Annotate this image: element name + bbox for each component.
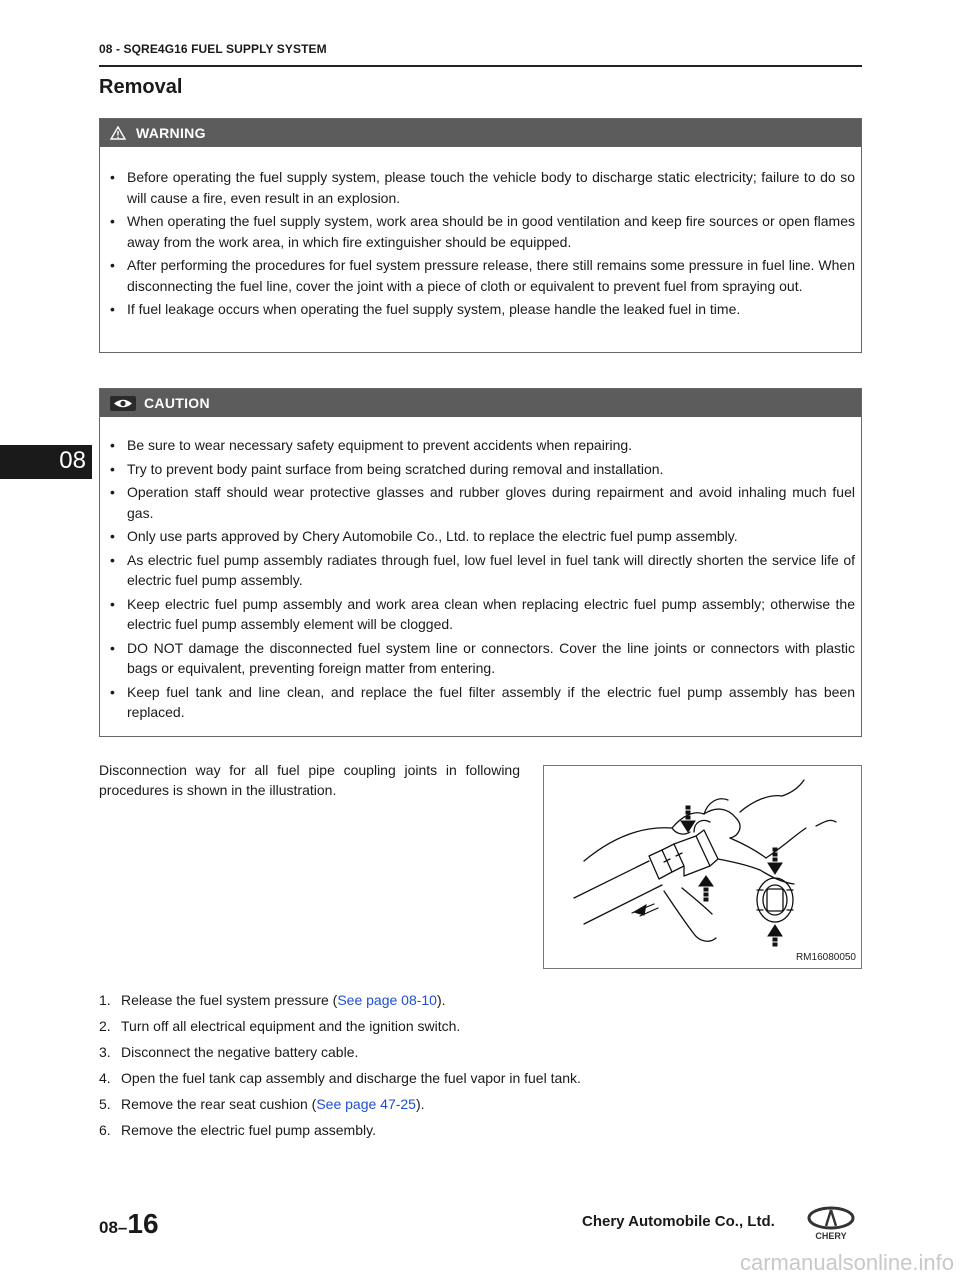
- warn-list-item: • When operating the fuel supply system, work area should be in good ventilation and keep fire sources or open flames away from the work area, in which fire extinguisher should be equipped.: [127, 211, 855, 252]
- warn-list-item: • After performing the procedures for fuel system pressure release, there still remains some pressure in fuel line. When disconnecting the fuel line, cover the joint with a piece of cloth or equivalent to prevent fuel from spraying out.: [127, 255, 855, 296]
- watermark: carmanualsonline.info: [739, 1250, 954, 1275]
- page-reference-link[interactable]: See page 47-25: [316, 1096, 416, 1112]
- caut-list-item: • Try to prevent body paint surface from being scratched during removal and installation.: [127, 459, 855, 480]
- page-reference-link[interactable]: See page 08-10: [337, 992, 437, 1008]
- page-title: Removal: [99, 76, 183, 98]
- step-number: 3.: [99, 1044, 111, 1060]
- section-header: 08 - SQRE4G16 FUEL SUPPLY SYSTEM: [99, 42, 327, 56]
- caution-label: CAUTION: [144, 395, 210, 411]
- caution-header: [100, 389, 861, 417]
- step-text: Release the fuel system pressure (: [121, 992, 338, 1008]
- warning-box: [99, 118, 862, 353]
- warning-list: [100, 147, 861, 320]
- step-number: 6.: [99, 1122, 111, 1138]
- step-number: 4.: [99, 1070, 111, 1086]
- chapter-tab-label: 08: [59, 447, 86, 474]
- coupling-drawing: [544, 766, 861, 968]
- step-text: Turn off all electrical equipment and the ignition switch.: [121, 1018, 461, 1034]
- page-prefix: 08–: [99, 1218, 128, 1237]
- step-text: Remove the electric fuel pump assembly.: [121, 1122, 376, 1138]
- warning-label: WARNING: [136, 125, 206, 141]
- page-number: [99, 1208, 159, 1240]
- coupling-illustration: [543, 765, 862, 969]
- header-rule: [99, 65, 862, 67]
- caut-list-item: • As electric fuel pump assembly radiates through fuel, low fuel level in fuel tank will directly shorten the service life of electric fuel pump assembly.: [127, 550, 855, 591]
- page-number-value: 16: [127, 1208, 159, 1239]
- step-number: 1.: [99, 992, 111, 1008]
- warn-list-item: • If fuel leakage occurs when operating the fuel supply system, please handle the leaked fuel in time.: [127, 299, 855, 320]
- procedure-step: [99, 990, 859, 1010]
- caut-list-item: • DO NOT damage the disconnected fuel system line or connectors. Cover the line joints or connectors with plastic bags or equivalent, preventing foreign matter from entering.: [127, 638, 855, 679]
- intro-paragraph: Disconnection way for all fuel pipe coupling joints in following procedures is shown in the illustration.: [99, 762, 520, 798]
- step-text-end: ).: [415, 1096, 425, 1112]
- procedure-step: [99, 1120, 859, 1140]
- caut-list-item: • Be sure to wear necessary safety equipment to prevent accidents when repairing.: [127, 435, 855, 456]
- procedure-step: [99, 1068, 859, 1088]
- step-text: Open the fuel tank cap assembly and discharge the fuel vapor in fuel tank.: [121, 1070, 581, 1086]
- caut-list-item: • Only use parts approved by Chery Automobile Co., Ltd. to replace the electric fuel pump assembly.: [127, 526, 855, 547]
- eye-icon: [110, 396, 136, 411]
- caution-box: [99, 388, 862, 737]
- figure-code: RM16080050: [795, 952, 856, 963]
- warning-triangle-icon: [110, 126, 126, 140]
- step-text-end: ).: [436, 992, 446, 1008]
- procedure-steps: [99, 990, 859, 1146]
- step-text: Disconnect the negative battery cable.: [121, 1044, 359, 1060]
- procedure-step: [99, 1094, 859, 1114]
- warning-header: [100, 119, 861, 147]
- caut-list-item: • Keep electric fuel pump assembly and work area clean when replacing electric fuel pump assembly; otherwise the electric fuel pump assembly element will be clogged.: [127, 594, 855, 635]
- chery-logo: [800, 1206, 862, 1242]
- step-number: 2.: [99, 1018, 111, 1034]
- procedure-step: [99, 1016, 859, 1036]
- step-text: Remove the rear seat cushion (: [121, 1096, 317, 1112]
- company-name: Chery Automobile Co., Ltd.: [582, 1213, 775, 1230]
- step-number: 5.: [99, 1096, 111, 1112]
- caution-list: [100, 417, 861, 723]
- warn-list-item: • Before operating the fuel supply system, please touch the vehicle body to discharge static electricity; failure to do so will cause a fire, even result in an explosion.: [127, 167, 855, 208]
- caut-list-item: • Keep fuel tank and line clean, and replace the fuel filter assembly if the electric fuel pump assembly has been replaced.: [127, 682, 855, 723]
- procedure-step: [99, 1042, 859, 1062]
- chapter-tab: [0, 445, 92, 479]
- logo-text: CHERY: [815, 1231, 847, 1241]
- caut-list-item: • Operation staff should wear protective glasses and rubber gloves during repairment and avoid inhaling much fuel gas.: [127, 482, 855, 523]
